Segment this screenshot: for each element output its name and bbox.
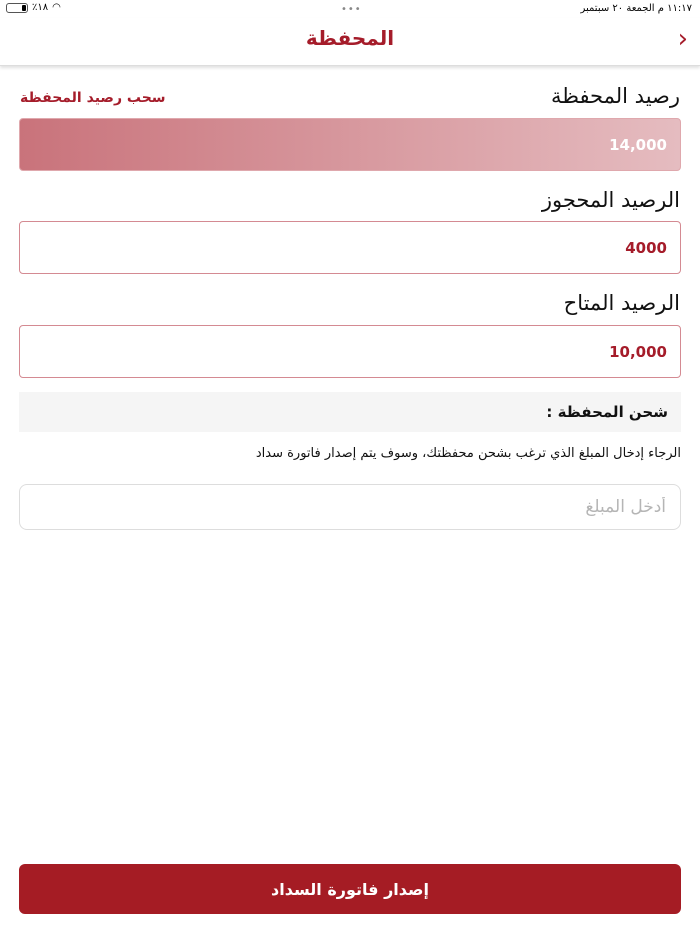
topup-section-header	[19, 392, 681, 432]
status-time-date: ١١:١٧ م الجمعة ٢٠ سبتمبر	[580, 3, 692, 14]
available-balance-field	[19, 325, 681, 378]
available-balance-value: 10,000	[609, 342, 667, 361]
battery-icon	[6, 3, 28, 13]
amount-input[interactable]	[19, 484, 681, 530]
page-title: المحفظة	[305, 26, 395, 50]
wallet-balance-label: رصيد المحفظة	[550, 84, 680, 108]
status-bar	[0, 0, 700, 18]
multitasking-dots-icon[interactable]: •••	[341, 4, 362, 15]
reserved-balance-field	[19, 221, 681, 274]
available-balance-label: الرصيد المتاح	[563, 291, 680, 315]
nav-header	[0, 18, 700, 66]
battery-percent: ٪١٨	[32, 2, 49, 13]
topup-hint: الرجاء إدخال المبلغ الذي ترغب بشحن محفظتك، وسوف يتم إصدار فاتورة سداد	[255, 446, 681, 461]
topup-section-title: شحن المحفظة :	[546, 403, 668, 421]
back-chevron-icon[interactable]: ›	[677, 24, 688, 54]
issue-invoice-button[interactable]: إصدار فاتورة السداد	[19, 864, 681, 914]
wallet-balance-field	[19, 118, 681, 171]
wifi-icon: ◠	[52, 2, 61, 13]
withdraw-balance-link[interactable]: سحب رصيد المحفظة	[20, 90, 166, 106]
reserved-balance-value: 4000	[625, 238, 667, 257]
reserved-balance-label: الرصيد المحجوز	[541, 188, 680, 212]
wallet-balance-value: 14,000	[609, 135, 667, 154]
